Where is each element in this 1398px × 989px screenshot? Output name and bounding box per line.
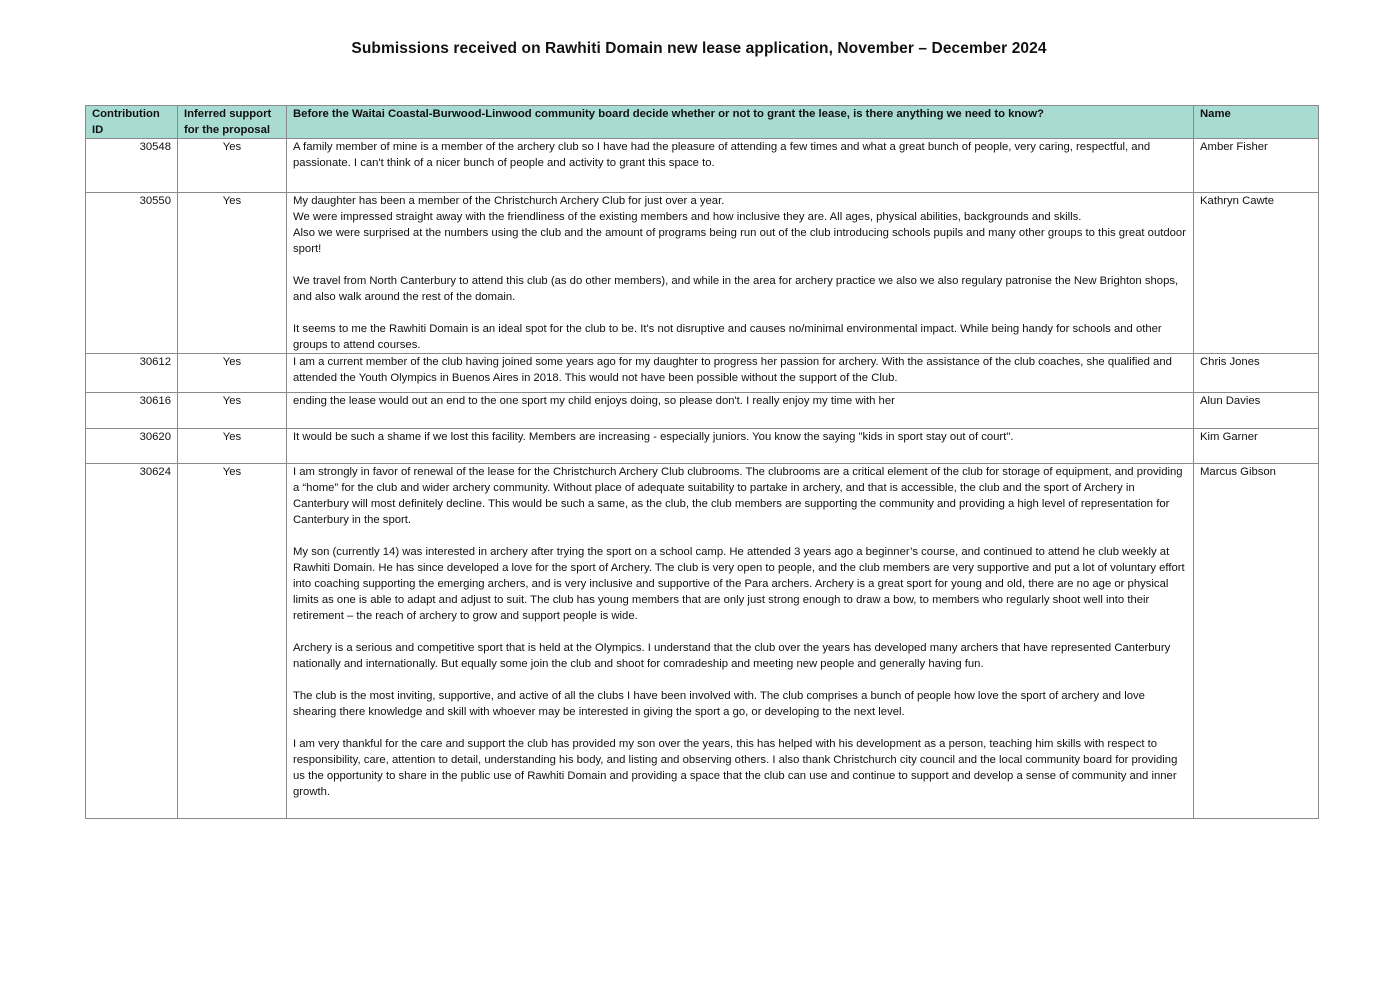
submission-paragraph: ending the lease would out an end to the one sport my child enjoys doing, so please don't. I really enjoy my time with her <box>293 395 895 407</box>
submission-paragraph: I am strongly in favor of renewal of the lease for the Christchurch Archery Club clubrooms. The clubrooms are a critical element of the club for storage of equipment, and providing a “home” for the club and wider archery community. Without place of adequate suitability to partake in archery, and that is accessible, the club and the sport of Archery in Canterbury will most definitely decline. This would be such a same, as the club, the club members are supporting the community and providing a high level of representation for Canterbury in the sport. <box>293 466 1183 526</box>
submission-paragraph: It would be such a shame if we lost this facility. Members are increasing - especially juniors. You know the saying "kids in sport stay out of court". <box>293 431 1014 443</box>
submission-paragraph: My son (currently 14) was interested in archery after trying the sport on a school camp. He attended 3 years ago a beginner’s course, and continued to attend he club weekly at Rawhiti Domain. He has since developed a love for the sport of Archery. The club is very open to people, and the club members are very supportive and put a lot of voluntary effort into coaching supporting the emerging archers, and is very inclusive and supportive of the Para archers. Archery is a great sport for young and old, there are no age or physical limits as one is able to adapt and adjust to suit. The club has young members that are only just strong enough to draw a bow, to members who regularly shoot well into their retirement – the reach of archery to grow and support people is wide. <box>293 546 1185 622</box>
submitter-name-cell: Chris Jones <box>1194 354 1319 393</box>
submission-paragraph: A family member of mine is a member of the archery club so I have had the pleasure of attending a few times and what a great bunch of people, very caring, respectful, and passionate. I can't think of a nicer bunch of people and activity to grant this space to. <box>293 141 1151 169</box>
submission-paragraph: My daughter has been a member of the Christchurch Archery Club for just over a year. We were impressed straight away with the friendliness of the existing members and how inclusive they are. All ages, physical abilities, backgrounds and skills. Also we were surprised at the numbers using the club and the amount of programs being run out of the club introducing schools pupils and many other groups to this great outdoor sport! <box>293 195 1186 255</box>
inferred-support-cell: Yes <box>178 193 287 354</box>
contribution-id-cell: 30624 <box>86 464 178 819</box>
submission-text-cell <box>287 193 1194 354</box>
inferred-support-cell: Yes <box>178 393 287 429</box>
table-row <box>86 354 1319 393</box>
submission-paragraph: We travel from North Canterbury to attend this club (as do other members), and while in the area for archery practice we also we also regulary patronise the New Brighton shops, and also walk around the rest of the domain. <box>293 275 1179 303</box>
header-question: Before the Waitai Coastal-Burwood-Linwood community board decide whether or not to grant the lease, is there anything we need to know? <box>287 106 1194 139</box>
header-contribution-id: Contribution ID <box>86 106 178 139</box>
table-row <box>86 429 1319 464</box>
submission-paragraph: Archery is a serious and competitive sport that is held at the Olympics. I understand that the club over the years has developed many archers that have represented Canterbury nationally and internationally. But equally some join the club and shoot for comradeship and meeting new people and generally having fun. <box>293 642 1171 670</box>
contribution-id-cell: 30616 <box>86 393 178 429</box>
table-body <box>86 139 1319 819</box>
submission-text-cell <box>287 354 1194 393</box>
submitter-name-cell: Kathryn Cawte <box>1194 193 1319 354</box>
submitter-name-cell: Kim Garner <box>1194 429 1319 464</box>
table-row <box>86 193 1319 354</box>
inferred-support-cell: Yes <box>178 139 287 193</box>
inferred-support-cell: Yes <box>178 464 287 819</box>
table-row <box>86 139 1319 193</box>
contribution-id-cell: 30612 <box>86 354 178 393</box>
submission-text-cell <box>287 139 1194 193</box>
submission-text-cell <box>287 464 1194 819</box>
table-header-row <box>86 106 1319 139</box>
submitter-name-cell: Marcus Gibson <box>1194 464 1319 819</box>
inferred-support-cell: Yes <box>178 354 287 393</box>
contribution-id-cell: 30620 <box>86 429 178 464</box>
submitter-name-cell: Alun Davies <box>1194 393 1319 429</box>
header-name: Name <box>1194 106 1319 139</box>
inferred-support-cell: Yes <box>178 429 287 464</box>
submission-paragraph: I am very thankful for the care and support the club has provided my son over the years, this has helped with his development as a person, teaching him skills with respect to responsibility, care, attention to detail, understanding his body, and listing and observing others. I also thank Christchurch city council and the local community board for providing us the opportunity to share in the public use of Rawhiti Domain and providing a space that the club can use and continue to support and develop a sense of community and inner growth. <box>293 738 1178 798</box>
header-inferred-support: Inferred support for the proposal <box>178 106 287 139</box>
submission-paragraph: It seems to me the Rawhiti Domain is an ideal spot for the club to be. It's not disruptive and causes no/minimal environmental impact. While being handy for schools and other groups to attend courses. <box>293 323 1162 351</box>
contribution-id-cell: 30550 <box>86 193 178 354</box>
submission-text-cell <box>287 393 1194 429</box>
submitter-name-cell: Amber Fisher <box>1194 139 1319 193</box>
submissions-table <box>85 105 1319 819</box>
table-row <box>86 393 1319 429</box>
submission-paragraph: The club is the most inviting, supportive, and active of all the clubs I have been involved with. The club comprises a bunch of people how love the sport of archery and love shearing there knowledge and skill with whoever may be interested in giving the sport a go, or developing to the next level. <box>293 690 1145 718</box>
contribution-id-cell: 30548 <box>86 139 178 193</box>
table-row <box>86 464 1319 819</box>
submission-paragraph: I am a current member of the club having joined some years ago for my daughter to progress her passion for archery. With the assistance of the club coaches, she qualified and attended the Youth Olympics in Buenos Aires in 2018. This would not have been possible without the support of the Club. <box>293 356 1172 384</box>
document-title: Submissions received on Rawhiti Domain new lease application, November – December 2024 <box>351 40 1047 57</box>
submission-text-cell <box>287 429 1194 464</box>
